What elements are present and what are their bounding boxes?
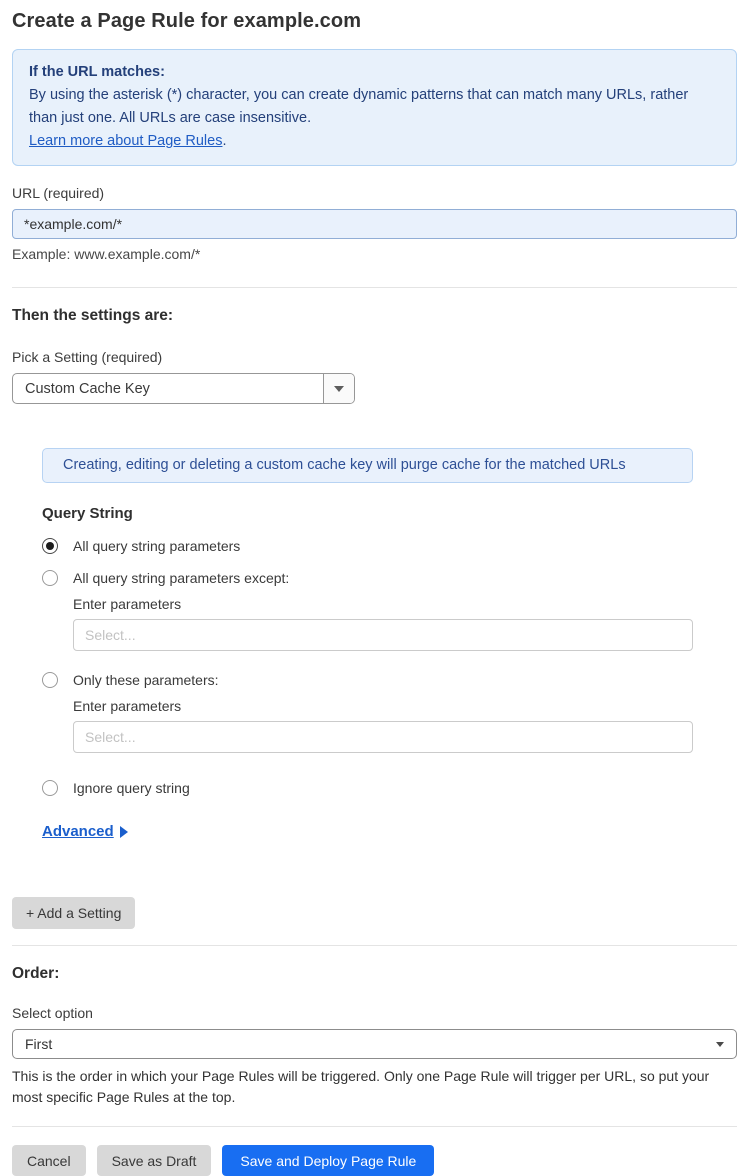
radio-button-icon[interactable] xyxy=(42,780,58,796)
save-as-draft-button[interactable]: Save as Draft xyxy=(97,1145,212,1176)
setting-picker-label: Pick a Setting (required) xyxy=(12,349,163,365)
learn-more-link[interactable]: Learn more about Page Rules xyxy=(29,133,223,149)
custom-cache-key-panel xyxy=(42,448,693,841)
settings-heading: Then the settings are: xyxy=(12,307,174,324)
order-divider xyxy=(12,945,737,946)
radio-all-query-string-parameters[interactable] xyxy=(42,538,693,554)
order-select-label: Select option xyxy=(12,1005,93,1021)
save-and-deploy-button[interactable]: Save and Deploy Page Rule xyxy=(222,1145,434,1176)
purge-cache-notice: Creating, editing or deleting a custom cache key will purge cache for the matched URLs xyxy=(42,448,693,483)
radio-label: Ignore query string xyxy=(73,780,190,796)
add-setting-button[interactable]: + Add a Setting xyxy=(12,897,135,929)
advanced-toggle[interactable] xyxy=(42,823,128,840)
radio-label: Only these parameters: xyxy=(73,672,219,688)
radio-ignore-query-string[interactable] xyxy=(42,780,693,796)
enter-parameters-label: Enter parameters xyxy=(73,596,182,612)
order-select-value: First xyxy=(25,1036,53,1052)
setting-picker-arrow-button[interactable] xyxy=(323,374,354,403)
advanced-link[interactable]: Advanced xyxy=(42,823,114,840)
except-parameters-field xyxy=(73,596,693,651)
radio-all-query-string-parameters-except[interactable] xyxy=(42,570,693,586)
chevron-down-icon xyxy=(334,386,344,392)
url-match-info-box xyxy=(12,49,737,166)
footer-divider xyxy=(12,1126,737,1127)
enter-parameters-label: Enter parameters xyxy=(73,698,182,714)
cancel-button[interactable]: Cancel xyxy=(12,1145,86,1176)
query-string-heading: Query String xyxy=(42,505,133,522)
order-select[interactable] xyxy=(12,1029,737,1059)
info-box-body: By using the asterisk (*) character, you can create dynamic patterns that can match many URLs, rather than just one. All URLs are case insensitive. xyxy=(29,87,689,126)
radio-only-these-parameters[interactable] xyxy=(42,672,693,688)
radio-button-icon[interactable] xyxy=(42,570,58,586)
url-input[interactable] xyxy=(12,209,737,239)
link-suffix: . xyxy=(222,133,227,149)
chevron-down-icon xyxy=(716,1042,724,1047)
radio-button-icon[interactable] xyxy=(42,538,58,554)
chevron-right-icon xyxy=(120,826,128,838)
except-parameters-input[interactable] xyxy=(73,619,693,651)
order-helper-text: This is the order in which your Page Rules will be triggered. Only one Page Rule will trigger per URL, so put your most specific Page Rules at the top. xyxy=(12,1068,710,1105)
info-box-heading: If the URL matches: xyxy=(29,64,165,80)
url-field-label: URL (required) xyxy=(12,185,105,201)
section-divider xyxy=(12,287,737,288)
page-title: Create a Page Rule for example.com xyxy=(12,10,362,32)
setting-picker-value: Custom Cache Key xyxy=(25,380,150,397)
radio-button-icon[interactable] xyxy=(42,672,58,688)
only-parameters-input[interactable] xyxy=(73,721,693,753)
footer-actions xyxy=(12,1145,737,1176)
url-example-helper: Example: www.example.com/* xyxy=(12,246,201,262)
setting-picker-dropdown[interactable] xyxy=(12,373,355,404)
only-parameters-field xyxy=(73,698,693,753)
order-heading: Order: xyxy=(12,965,60,982)
info-box-link-line xyxy=(29,130,720,153)
radio-label: All query string parameters xyxy=(73,538,241,554)
radio-label: All query string parameters except: xyxy=(73,570,290,586)
